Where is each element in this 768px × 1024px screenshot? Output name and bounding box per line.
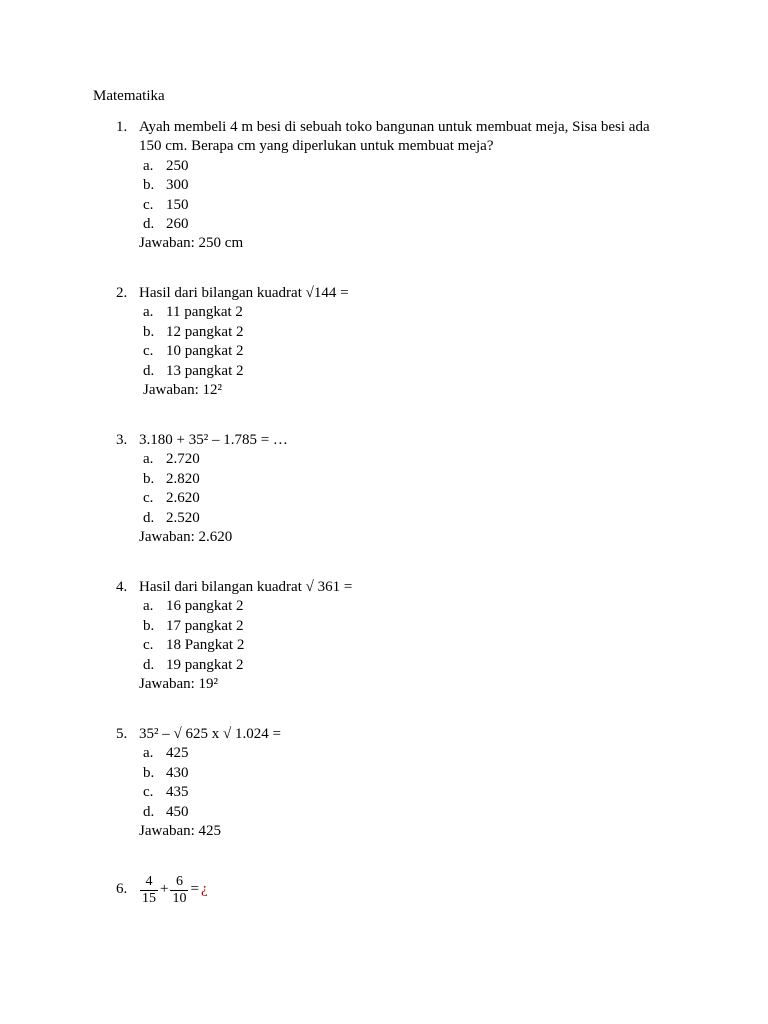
- answer-text: Jawaban: 2.620: [139, 528, 233, 545]
- question-text: 35² – √ 625 x √ 1.024 =: [139, 726, 281, 742]
- fraction-numerator: 6: [175, 873, 183, 889]
- fraction-numerator: 4: [145, 873, 153, 889]
- option-b: b. 300: [143, 177, 189, 194]
- answer-text: Jawaban: 19²: [139, 675, 219, 692]
- question-number: 1.: [116, 119, 128, 135]
- document-title: Matematika: [93, 88, 165, 104]
- option-d: d. 19 pangkat 2: [143, 656, 244, 673]
- question-4: [116, 578, 676, 694]
- option-a: a. 11 pangkat 2: [143, 304, 243, 321]
- option-a: a. 250: [143, 157, 189, 174]
- option-c: c. 18 Pangkat 2: [143, 637, 245, 654]
- question-2: [116, 284, 676, 400]
- answer-text: Jawaban: 425: [139, 822, 222, 839]
- option-c: c. 10 pangkat 2: [143, 343, 244, 360]
- question-text: Ayah membeli 4 m besi di sebuah toko bangunan untuk membuat meja, Sisa besi ada 150 cm. Berapa cm yang diperlukan untuk membuat meja?: [139, 119, 650, 155]
- option-d: d. 2.520: [143, 509, 200, 526]
- fraction-expression: [139, 870, 676, 910]
- question-number: 5.: [116, 726, 128, 742]
- unknown-mark: ¿: [200, 881, 208, 898]
- question-1: [116, 118, 676, 254]
- option-a: a. 2.720: [143, 451, 200, 468]
- option-c: c. 150: [143, 196, 189, 213]
- option-c: c. 435: [143, 784, 189, 801]
- fraction-1: [140, 874, 158, 907]
- option-a: a. 425: [143, 745, 189, 762]
- question-text: Hasil dari bilangan kuadrat √144 =: [139, 285, 349, 301]
- option-b: b. 430: [143, 764, 189, 781]
- question-5: [116, 725, 676, 841]
- question-3: [116, 431, 676, 547]
- question-text: Hasil dari bilangan kuadrat √ 361 =: [139, 579, 353, 595]
- option-b: b. 17 pangkat 2: [143, 617, 244, 634]
- option-b: b. 12 pangkat 2: [143, 323, 244, 340]
- fraction-denominator: 10: [172, 890, 187, 906]
- option-d: d. 450: [143, 803, 189, 820]
- question-number: 3.: [116, 432, 128, 448]
- answer-text: Jawaban: 12²: [143, 381, 223, 398]
- question-text: 3.180 + 35² – 1.785 = …: [139, 432, 288, 448]
- option-b: b. 2.820: [143, 470, 200, 487]
- plus-sign: +: [160, 881, 169, 898]
- option-d: d. 13 pangkat 2: [143, 362, 244, 379]
- fraction-2: [170, 874, 188, 907]
- fraction-denominator: 15: [142, 890, 156, 906]
- question-number: 4.: [116, 579, 128, 595]
- option-c: c. 2.620: [143, 490, 200, 507]
- answer-text: Jawaban: 250 cm: [139, 235, 244, 252]
- question-number: 6.: [116, 881, 128, 897]
- option-a: a. 16 pangkat 2: [143, 598, 244, 615]
- question-6: [116, 873, 676, 910]
- question-number: 2.: [116, 285, 128, 301]
- equals-sign: =: [190, 881, 199, 898]
- option-d: d. 260: [143, 215, 189, 232]
